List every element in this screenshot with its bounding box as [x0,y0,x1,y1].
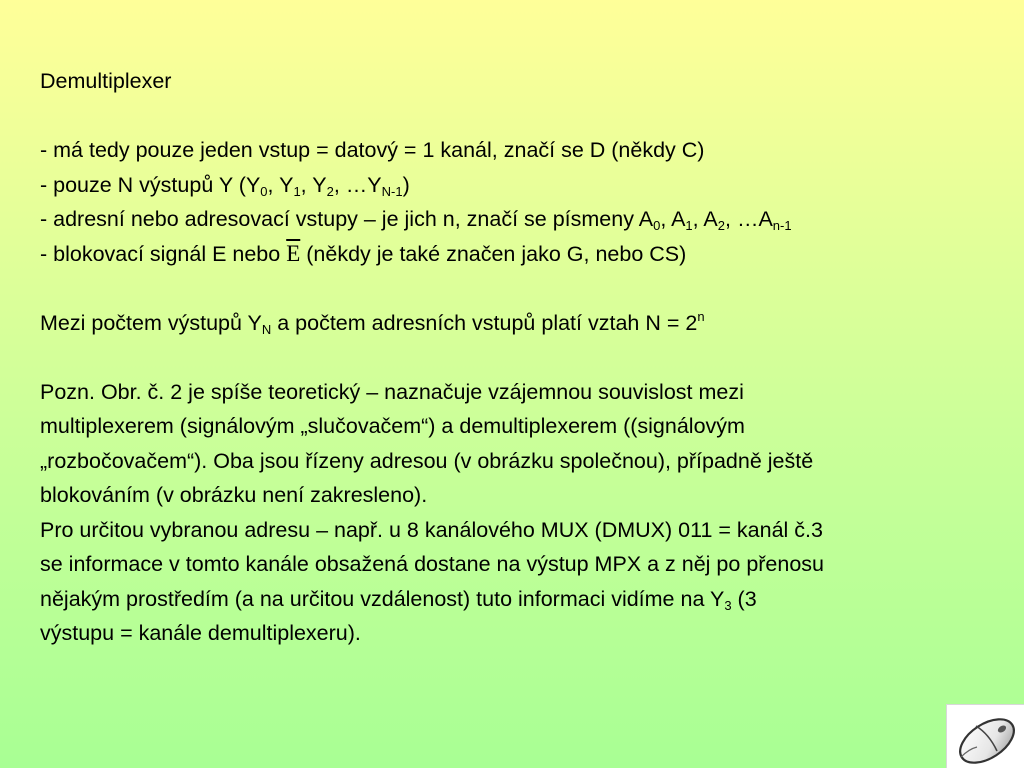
spacer [40,271,1000,306]
relation-formula: Mezi počtem výstupů $Y_N$ a počtem adresních vstupů platí vztah $N = 2^n$ [40,308,705,337]
note-line-1: Pozn. Obr. č. 2 je spíše teoretický – naznačuje vzájemnou souvislost mezi [40,379,744,404]
e-negated-symbol: $\overline{E}$ [286,240,301,266]
note-line-5: Pro určitou vybranou adresu – např. u 8 kanálového MUX (DMUX) 011 = kanál č.3 [40,517,823,542]
spacer [40,99,1000,134]
bullet-blocking-signal: - blokovací signál E nebo $\overline{E}$ (někdy je také značen jako G, nebo CS) [40,240,687,266]
note-line-8: výstupu = kanále demultiplexeru). [40,621,361,645]
slide-title: Demultiplexer [40,69,172,93]
slide-content [40,64,1000,651]
note-line-6: se informace v tomto kanále obsažená dostane na výstup MPX a z něj po přenosu [40,552,825,576]
bullet-address-inputs: - adresní nebo adresovací vstupy – je jich n, značí se písmeny $A_0$, $A_1$, $A_2$, $\dots A_{n-1}$ [40,207,792,233]
bullet-single-input: - má tedy pouze jeden vstup = datový = 1 kanál, značí se D (někdy C) [40,138,705,162]
bullet-outputs: - pouze N výstupů Y ($Y_0$, $Y_1$, $Y_2$, $\dots Y_{N-1}$) [40,172,410,199]
note-line-3: „rozbočovačem“). Oba jsou řízeny adresou (v obrázku společnou), případně ještě [40,448,814,473]
spacer [40,340,1000,375]
note-line-2: multiplexerem (signálovým „slučovačem“) a demultiplexerem ((signálovým [40,414,745,438]
computer-mouse-icon[interactable] [946,704,1024,768]
note-line-7: nějakým prostředím (a na určitou vzdálenost) tuto informaci vidíme na $Y_3$ (3 [40,586,757,613]
note-line-4: blokováním (v obrázku není zakresleno). [40,483,428,507]
